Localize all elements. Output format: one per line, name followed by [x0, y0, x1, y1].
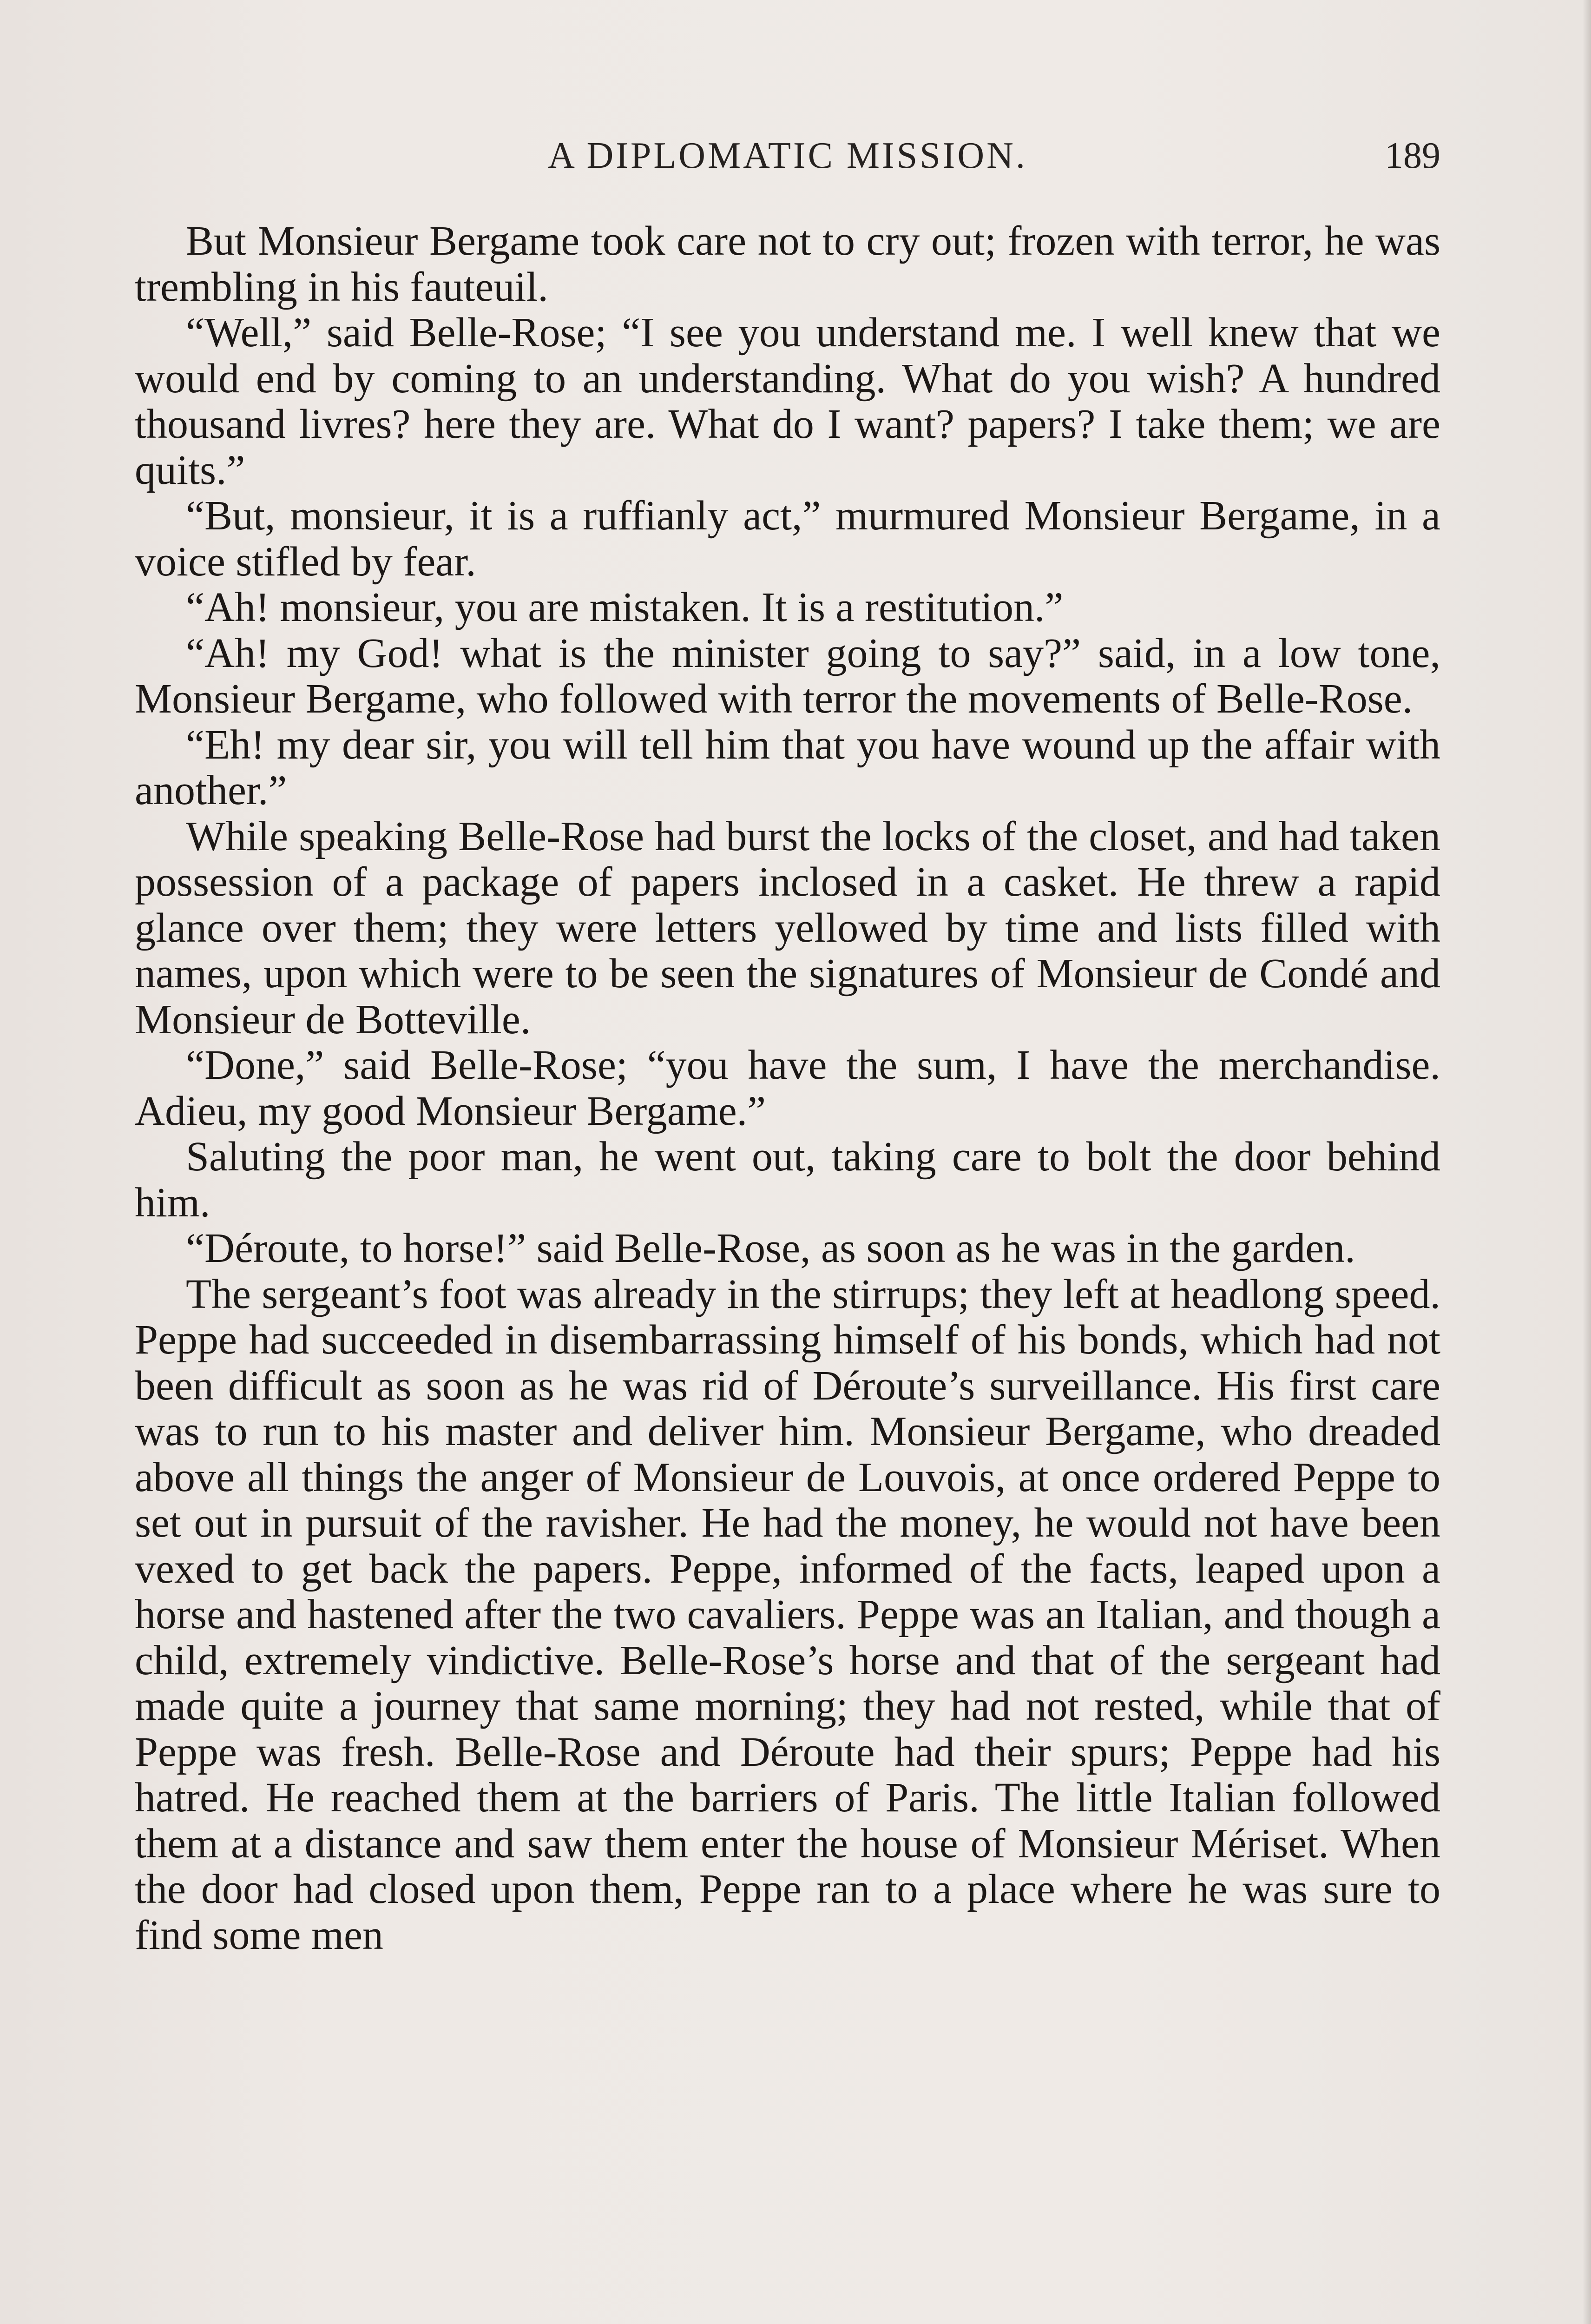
page-header — [135, 135, 1440, 186]
paragraph: “Ah! monsieur, you are mistaken. It is a restitution.” — [186, 584, 1064, 630]
body-text — [135, 218, 1440, 1958]
paragraph: While speaking Belle-Rose had burst the locks of the closet, and had taken possession of a package of papers inclosed in a casket. He threw a rapid glance over them; they were letters yellowed by time and lists filled with names, upon which were to be seen the signatures of Monsieur de Condé and Monsieur de Botteville. — [135, 813, 1440, 1043]
page-edge-shadow — [1583, 0, 1591, 2324]
paragraph: The sergeant’s foot was already in the stirrups; they left at headlong speed. Peppe had succeeded in disembarrassing himself of his bonds, which had not been difficult as soon as he was rid of Déroute’s surveillance. His first care was to run to his master and deliver him. Monsieur Bergame, who dreaded above all things the anger of Monsieur de Louvois, at once ordered Peppe to set out in pursuit of the ravisher. He had the money, he would not have been vexed to get back the papers. Peppe, informed of the facts, leaped upon a horse and hastened after the two cavaliers. Peppe was an Italian, and though a child, extremely vindictive. Belle-Rose’s horse and that of the sergeant had made quite a journey that same morning; they had not rested, while that of Peppe was fresh. Belle-Rose and Déroute had their spurs; Peppe had his hatred. He reached them at the barriers of Paris. The little Italian followed them at a distance and saw them enter the house of Monsieur Mériset. When the door had closed upon them, Peppe ran to a place where he was sure to find some men — [135, 1271, 1440, 1958]
page-number: 189 — [1385, 135, 1440, 176]
paragraph: But Monsieur Bergame took care not to cry out; frozen with terror, he was trembling in his fauteuil. — [135, 218, 1440, 310]
paragraph: “Well,” said Belle-Rose; “I see you understand me. I well knew that we would end by coming to an understanding. What do you wish? A hundred thousand livres? here they are. What do I want? papers? I take them; we are quits.” — [135, 310, 1440, 493]
paragraph: “But, monsieur, it is a ruffianly act,” murmured Monsieur Bergame, in a voice stifled by fear. — [135, 493, 1440, 585]
paragraph: “Ah! my God! what is the minister going to say?” said, in a low tone, Monsieur Bergame, who followed with terror the movements of Belle-Rose. — [135, 630, 1440, 722]
running-head: A DIPLOMATIC MISSION. — [548, 135, 1027, 176]
paragraph: “Déroute, to horse!” said Belle-Rose, as soon as he was in the garden. — [186, 1225, 1355, 1271]
paragraph: “Done,” said Belle-Rose; “you have the sum, I have the merchandise. Adieu, my good Monsieur Bergame.” — [135, 1042, 1440, 1134]
paragraph: “Eh! my dear sir, you will tell him that you have wound up the affair with another.” — [135, 721, 1440, 813]
paragraph: Saluting the poor man, he went out, taking care to bolt the door behind him. — [135, 1134, 1440, 1226]
